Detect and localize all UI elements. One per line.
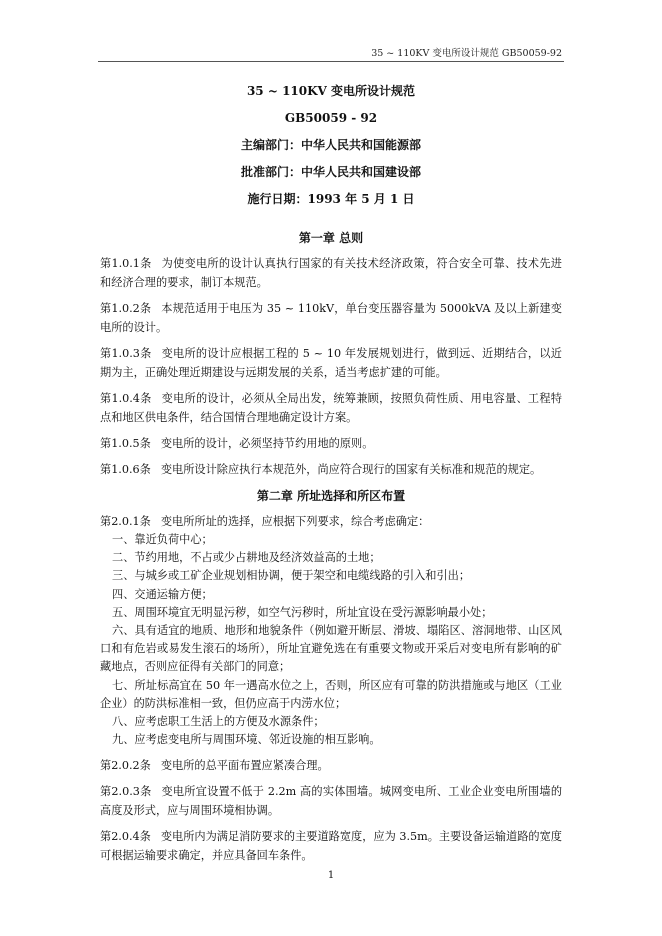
effective-date: 施行日期：1993 年 5 月 1 日 [247, 192, 415, 206]
list-item: 五、周围环境宜无明显污秽，如空气污秽时，所址宜设在受污源影响最小处； [112, 605, 493, 619]
clause-number: 第2.0.1条 [100, 515, 151, 528]
clause-number: 第1.0.4条 [100, 392, 152, 405]
approving-department: 批准部门：中华人民共和国建设部 [240, 165, 421, 179]
clause-text: 变电所的设计，必须从全局出发，统筹兼顾，按照负荷性质、用电容量、工程特点和地区供电条件，结合国情合理地确定设计方案。 [100, 392, 562, 424]
clause-text: 变电所内为满足消防要求的主要道路宽度，应为 3.5m。主要设备运输道路的宽度可根据运输要求确定，并应具备回车条件。 [100, 830, 562, 863]
list-item: 八、应考虑职工生活上的方便及水源条件； [112, 715, 325, 729]
clause-1-0-6 [100, 460, 562, 479]
chapter-2-heading: 第二章 所址选择和所区布置 [256, 489, 406, 503]
clause-text: 变电所的设计应根据工程的 5 ~ 10 年发展规划进行，做到远、近期结合，以近期为主，正确处理近期建设与远期发展的关系，适当考虑扩建的可能。 [100, 347, 562, 379]
clause-number: 第1.0.1条 [100, 257, 152, 270]
editing-department: 主编部门：中华人民共和国能源部 [240, 138, 421, 152]
document-title: 35 ~ 110KV 变电所设计规范 [246, 84, 416, 98]
clause-1-0-5 [100, 434, 562, 453]
list-item: 七、所址标高宜在 50 年一遇高水位之上，否则，所区应有可靠的防洪措施或与地区（工业企业）的防洪标准相一致，但仍应高于内涝水位； [100, 678, 562, 710]
clause-text: 变电所宜设置不低于 2.2m 高的实体围墙。城网变电所、工业企业变电所围墙的高度及形式，应与周围环境相协调。 [100, 785, 563, 818]
clause-2-0-2 [100, 756, 562, 775]
clause-text: 为使变电所的设计认真执行国家的有关技术经济政策，符合安全可靠、技术先进和经济合理的要求，制订本规范。 [100, 257, 562, 289]
standard-number: GB50059 - 92 [284, 111, 378, 125]
clause-text: 变电所的总平面布置应紧凑合理。 [160, 759, 329, 773]
list-item: 四、交通运输方便； [112, 587, 213, 601]
clause-number: 第2.0.4条 [100, 830, 151, 844]
list-item: 三、与城乡或工矿企业规划相协调，便于架空和电缆线路的引入和引出； [112, 569, 471, 583]
site-requirements-list [100, 531, 562, 749]
title-block [0, 78, 662, 213]
page-number: 1 [327, 870, 335, 881]
clause-1-0-4 [100, 389, 562, 427]
clause-text: 本规范适用于电压为 35 ~ 110kV，单台变压器容量为 5000kVA 及以上新建变电所的设计。 [100, 302, 562, 334]
document-body [100, 228, 562, 872]
clause-1-0-3 [100, 344, 562, 382]
clause-2-0-4 [100, 827, 562, 865]
clause-number: 第1.0.2条 [100, 302, 152, 315]
clause-1-0-1 [100, 254, 562, 292]
list-item: 六、具有适宜的地质、地形和地貌条件（例如避开断层、滑坡、塌陷区、溶洞地带、山区风口和有危岩或易发生滚石的场所），所址宜避免选在有重要文物或开采后对变电所有影响的矿藏地点，否则应征得有关部门的同意； [100, 624, 562, 674]
clause-number: 第1.0.5条 [100, 437, 151, 450]
clause-text: 变电所设计除应执行本规范外，尚应符合现行的国家有关标准和规范的规定。 [160, 463, 542, 476]
running-header: 35 ~ 110KV 变电所设计规范 GB50059-92 [371, 48, 562, 59]
clause-number: 第1.0.6条 [100, 463, 151, 476]
clause-2-0-1 [100, 512, 562, 531]
clause-text: 变电所所址的选择，应根据下列要求，综合考虑确定： [160, 515, 430, 528]
list-item: 一、靠近负荷中心； [112, 533, 213, 546]
clause-number: 第1.0.3条 [100, 347, 152, 360]
list-item: 九、应考虑变电所与周围环境、邻近设施的相互影响。 [112, 733, 381, 747]
chapter-1-heading: 第一章 总则 [298, 231, 364, 245]
clause-text: 变电所的设计，必须坚持节约用地的原则。 [160, 437, 374, 450]
clause-number: 第2.0.2条 [100, 759, 151, 773]
clause-1-0-2 [100, 299, 562, 337]
clause-2-0-3 [100, 782, 562, 820]
header-rule [98, 61, 564, 62]
list-item: 二、节约用地，不占或少占耕地及经济效益高的土地； [112, 551, 381, 565]
clause-number: 第2.0.3条 [100, 785, 152, 799]
